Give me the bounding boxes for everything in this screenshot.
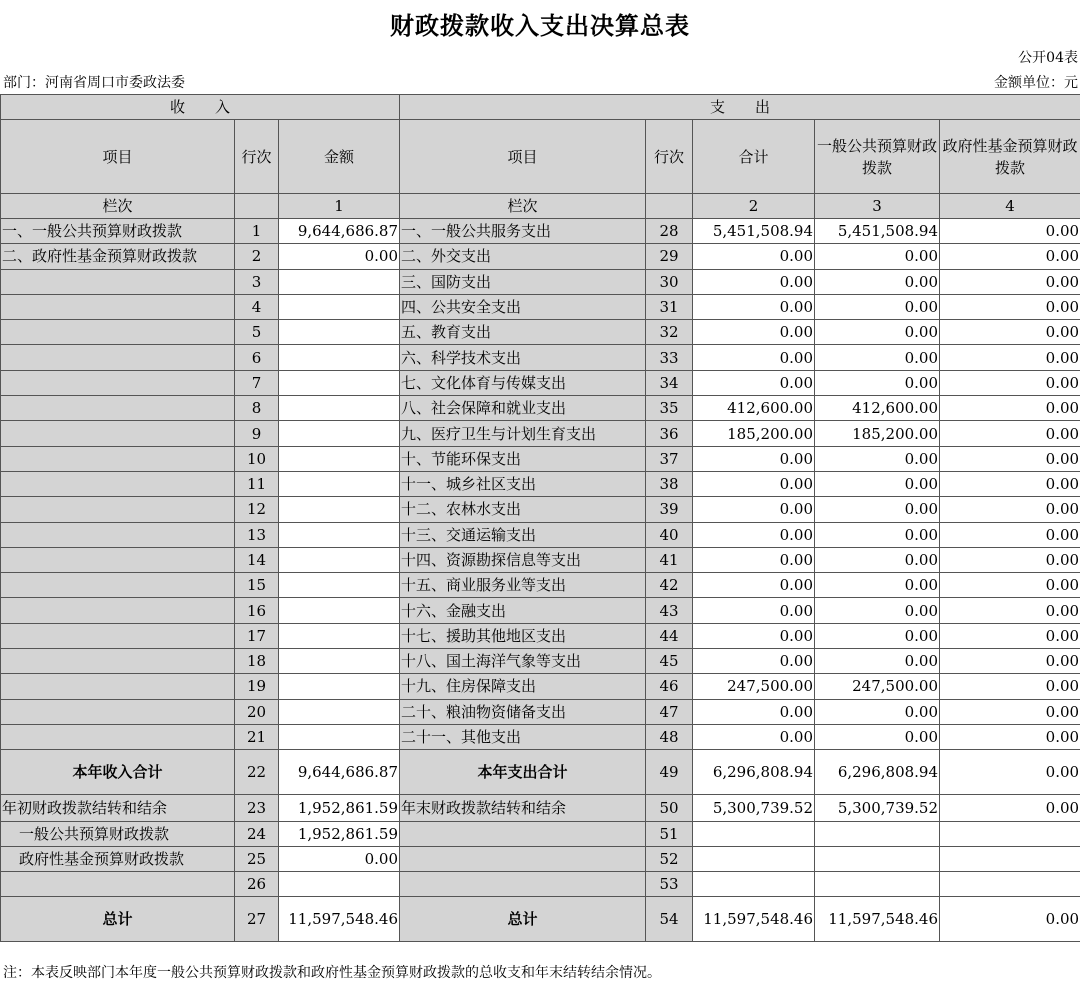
expense-row-no-cell: 29	[646, 244, 693, 269]
income-amount-cell	[279, 471, 400, 496]
income-item-cell	[1, 649, 235, 674]
income-amount-cell: 0.00	[279, 244, 400, 269]
income-item-cell	[1, 345, 235, 370]
expense-row-no-cell: 49	[646, 750, 693, 795]
expense-row-no-cell: 52	[646, 847, 693, 872]
income-row-no-cell: 3	[235, 269, 279, 294]
general-budget-cell: 0.00	[815, 320, 940, 345]
expense-total-cell: 0.00	[693, 699, 815, 724]
income-row-no-cell: 15	[235, 573, 279, 598]
expense-total-cell: 0.00	[693, 573, 815, 598]
income-item-cell: 一、一般公共预算财政拨款	[1, 219, 235, 244]
expense-item-cell: 五、教育支出	[400, 320, 646, 345]
grand-total-expense-label: 总计	[400, 897, 646, 942]
table-row	[1, 872, 1080, 897]
expense-item-cell: 八、社会保障和就业支出	[400, 396, 646, 421]
carryover-end-general: 5,300,739.52	[815, 795, 940, 822]
expense-item-cell: 九、医疗卫生与计划生育支出	[400, 421, 646, 446]
income-row-no-cell: 5	[235, 320, 279, 345]
income-row-no-cell: 16	[235, 598, 279, 623]
income-amount-cell: 9,644,686.87	[279, 219, 400, 244]
carryover-end-total: 5,300,739.52	[693, 795, 815, 822]
income-item-cell	[1, 573, 235, 598]
fund-budget-cell: 0.00	[940, 244, 1080, 269]
general-budget-cell: 5,451,508.94	[815, 219, 940, 244]
income-amount-cell	[279, 522, 400, 547]
income-row-no-cell: 26	[235, 872, 279, 897]
income-item-cell	[1, 623, 235, 648]
income-row-no-cell: 10	[235, 446, 279, 471]
general-budget-cell: 0.00	[815, 623, 940, 648]
general-budget-header: 一般公共预算财政拨款	[815, 120, 940, 194]
unit-label: 金额单位：元	[994, 75, 1078, 91]
expense-item-cell: 十五、商业服务业等支出	[400, 573, 646, 598]
expense-row-no-cell: 42	[646, 573, 693, 598]
year-fund-budget-total: 0.00	[940, 750, 1080, 795]
income-item-cell	[1, 269, 235, 294]
table-row	[1, 674, 1080, 699]
expense-total-cell: 5,451,508.94	[693, 219, 815, 244]
expense-item-cell	[400, 872, 646, 897]
year-expense-total: 6,296,808.94	[693, 750, 815, 795]
general-budget-cell: 247,500.00	[815, 674, 940, 699]
income-amount-cell	[279, 674, 400, 699]
income-amount-cell	[279, 370, 400, 395]
carryover-general-label: 一般公共预算财政拨款	[1, 822, 235, 847]
sheet-code: 公开04表	[1018, 50, 1078, 66]
fund-budget-cell: 0.00	[940, 370, 1080, 395]
expense-row-no-cell: 38	[646, 471, 693, 496]
fund-budget-cell: 0.00	[940, 471, 1080, 496]
table-row	[1, 547, 1080, 572]
income-col-no-blank	[235, 194, 279, 219]
fund-budget-cell: 0.00	[940, 294, 1080, 319]
expense-row-no-cell: 44	[646, 623, 693, 648]
income-item-cell	[1, 699, 235, 724]
expense-total-cell: 0.00	[693, 269, 815, 294]
income-amount-cell	[279, 320, 400, 345]
general-budget-cell: 0.00	[815, 598, 940, 623]
income-row-no-cell: 7	[235, 370, 279, 395]
income-item-cell	[1, 547, 235, 572]
expense-item-cell: 十一、城乡社区支出	[400, 471, 646, 496]
expense-total-cell: 0.00	[693, 471, 815, 496]
fund-budget-cell: 0.00	[940, 598, 1080, 623]
income-item-cell: 二、政府性基金预算财政拨款	[1, 244, 235, 269]
table-row	[1, 421, 1080, 446]
fund-budget-cell: 0.00	[940, 649, 1080, 674]
general-budget-cell: 0.00	[815, 724, 940, 749]
income-item-header: 项目	[1, 120, 235, 194]
fund-budget-cell	[940, 872, 1080, 897]
carryover-general-amount: 1,952,861.59	[279, 822, 400, 847]
table-row	[1, 822, 1080, 847]
expense-total-cell: 0.00	[693, 294, 815, 319]
expense-row-no-cell: 48	[646, 724, 693, 749]
table-row	[1, 269, 1080, 294]
expense-total-cell: 0.00	[693, 244, 815, 269]
fund-budget-cell: 0.00	[940, 522, 1080, 547]
grand-total-income-amount: 11,597,548.46	[279, 897, 400, 942]
carryover-start-label: 年初财政拨款结转和结余	[1, 795, 235, 822]
expense-item-cell: 四、公共安全支出	[400, 294, 646, 319]
income-amount-cell	[279, 872, 400, 897]
income-col-label: 栏次	[1, 194, 235, 219]
general-budget-cell: 0.00	[815, 573, 940, 598]
expense-row-no-cell: 34	[646, 370, 693, 395]
general-budget-cell: 0.00	[815, 699, 940, 724]
expense-total-cell: 0.00	[693, 598, 815, 623]
expense-row-no-cell: 31	[646, 294, 693, 319]
income-row-no-cell: 18	[235, 649, 279, 674]
income-amount-cell	[279, 573, 400, 598]
fund-budget-cell: 0.00	[940, 320, 1080, 345]
fiscal-summary-table	[0, 94, 1080, 942]
income-amount-cell	[279, 446, 400, 471]
expense-item-cell: 六、科学技术支出	[400, 345, 646, 370]
expense-total-cell: 185,200.00	[693, 421, 815, 446]
table-row	[1, 897, 1080, 942]
income-amount-cell	[279, 396, 400, 421]
table-row	[1, 598, 1080, 623]
income-amount-cell	[279, 547, 400, 572]
footnote: 注：本表反映部门本年度一般公共预算财政拨款和政府性基金预算财政拨款的总收支和年末结转结余情况。	[3, 965, 661, 981]
table-row	[1, 294, 1080, 319]
carryover-start-amount: 1,952,861.59	[279, 795, 400, 822]
expense-col-3: 3	[815, 194, 940, 219]
expense-row-no-cell: 46	[646, 674, 693, 699]
grand-total-general: 11,597,548.46	[815, 897, 940, 942]
expense-row-no-cell: 32	[646, 320, 693, 345]
expense-total-cell	[693, 822, 815, 847]
expense-total-cell	[693, 872, 815, 897]
income-row-no-cell: 23	[235, 795, 279, 822]
fund-budget-cell: 0.00	[940, 345, 1080, 370]
table-row	[1, 219, 1080, 244]
general-budget-cell: 0.00	[815, 446, 940, 471]
income-row-no-cell: 25	[235, 847, 279, 872]
general-budget-cell: 0.00	[815, 497, 940, 522]
income-row-no-cell: 14	[235, 547, 279, 572]
general-budget-cell: 0.00	[815, 547, 940, 572]
table-row	[1, 471, 1080, 496]
income-item-cell	[1, 320, 235, 345]
income-amount-cell	[279, 421, 400, 446]
expense-row-no-cell: 40	[646, 522, 693, 547]
general-budget-cell: 412,600.00	[815, 396, 940, 421]
expense-total-cell: 0.00	[693, 345, 815, 370]
fund-budget-cell: 0.00	[940, 674, 1080, 699]
table-row	[1, 623, 1080, 648]
income-amount-cell	[279, 269, 400, 294]
income-amount-cell	[279, 294, 400, 319]
table-row	[1, 446, 1080, 471]
income-item-cell	[1, 370, 235, 395]
expense-item-cell: 二十、粮油物资储备支出	[400, 699, 646, 724]
expense-row-no-cell: 39	[646, 497, 693, 522]
fund-budget-cell: 0.00	[940, 446, 1080, 471]
income-amount-cell	[279, 724, 400, 749]
income-item-cell	[1, 598, 235, 623]
expense-row-no-header: 行次	[646, 120, 693, 194]
expense-row-no-cell: 28	[646, 219, 693, 244]
income-amount-cell	[279, 699, 400, 724]
table-row	[1, 345, 1080, 370]
income-amount-cell	[279, 345, 400, 370]
carryover-fund-label: 政府性基金预算财政拨款	[1, 847, 235, 872]
table-row	[1, 847, 1080, 872]
fund-budget-cell: 0.00	[940, 573, 1080, 598]
year-income-total-label: 本年收入合计	[1, 750, 235, 795]
expense-total-cell: 0.00	[693, 522, 815, 547]
income-row-no-cell: 9	[235, 421, 279, 446]
income-item-cell	[1, 522, 235, 547]
fund-budget-cell: 0.00	[940, 547, 1080, 572]
expense-col-label: 栏次	[400, 194, 646, 219]
income-row-no-cell: 8	[235, 396, 279, 421]
income-amount-cell	[279, 497, 400, 522]
income-amount-cell	[279, 598, 400, 623]
general-budget-cell: 185,200.00	[815, 421, 940, 446]
general-budget-cell	[815, 822, 940, 847]
year-income-total-amount: 9,644,686.87	[279, 750, 400, 795]
income-row-no-cell: 17	[235, 623, 279, 648]
general-budget-cell: 0.00	[815, 471, 940, 496]
expense-row-no-cell: 30	[646, 269, 693, 294]
expense-item-cell: 十六、金融支出	[400, 598, 646, 623]
income-row-no-cell: 24	[235, 822, 279, 847]
fund-budget-cell: 0.00	[940, 421, 1080, 446]
expense-row-no-cell: 53	[646, 872, 693, 897]
expense-row-no-cell: 45	[646, 649, 693, 674]
grand-total-expense: 11,597,548.46	[693, 897, 815, 942]
expense-col-4: 4	[940, 194, 1080, 219]
table-row	[1, 244, 1080, 269]
income-row-no-cell: 21	[235, 724, 279, 749]
carryover-end-label: 年末财政拨款结转和结余	[400, 795, 646, 822]
income-row-no-cell: 22	[235, 750, 279, 795]
income-item-cell	[1, 724, 235, 749]
expense-total-cell: 0.00	[693, 497, 815, 522]
fund-budget-cell	[940, 822, 1080, 847]
income-row-no-cell: 20	[235, 699, 279, 724]
income-item-cell	[1, 872, 235, 897]
income-item-cell	[1, 497, 235, 522]
fund-budget-header: 政府性基金预算财政拨款	[940, 120, 1080, 194]
year-general-budget-total: 6,296,808.94	[815, 750, 940, 795]
expense-row-no-cell: 35	[646, 396, 693, 421]
expense-item-cell: 一、一般公共服务支出	[400, 219, 646, 244]
expense-total-cell: 0.00	[693, 724, 815, 749]
table-row	[1, 724, 1080, 749]
expense-item-cell: 十、节能环保支出	[400, 446, 646, 471]
income-item-cell	[1, 421, 235, 446]
income-item-cell	[1, 396, 235, 421]
income-item-cell	[1, 471, 235, 496]
carryover-fund-amount: 0.00	[279, 847, 400, 872]
expense-total-cell: 0.00	[693, 547, 815, 572]
general-budget-cell: 0.00	[815, 370, 940, 395]
income-row-no-cell: 12	[235, 497, 279, 522]
income-col-1: 1	[279, 194, 400, 219]
expense-row-no-cell: 50	[646, 795, 693, 822]
table-row	[1, 649, 1080, 674]
expense-total-cell	[693, 847, 815, 872]
income-row-no-cell: 19	[235, 674, 279, 699]
table-row	[1, 497, 1080, 522]
general-budget-cell: 0.00	[815, 522, 940, 547]
page-title: 财政拨款收入支出决算总表	[390, 11, 690, 40]
income-row-no-cell: 13	[235, 522, 279, 547]
income-row-no-cell: 2	[235, 244, 279, 269]
income-header: 收 入	[1, 95, 400, 120]
expense-total-header: 合计	[693, 120, 815, 194]
department-label: 部门：河南省周口市委政法委	[3, 75, 185, 91]
table-row	[1, 699, 1080, 724]
expense-item-cell: 十七、援助其他地区支出	[400, 623, 646, 648]
table-row	[1, 320, 1080, 345]
expense-item-cell: 十九、住房保障支出	[400, 674, 646, 699]
expense-item-cell: 三、国防支出	[400, 269, 646, 294]
expense-total-cell: 412,600.00	[693, 396, 815, 421]
income-item-cell	[1, 294, 235, 319]
carryover-end-fund: 0.00	[940, 795, 1080, 822]
expense-row-no-cell: 51	[646, 822, 693, 847]
income-row-no-cell: 11	[235, 471, 279, 496]
income-row-no-cell: 6	[235, 345, 279, 370]
expense-col-2: 2	[693, 194, 815, 219]
expense-item-header: 项目	[400, 120, 646, 194]
expense-item-cell	[400, 847, 646, 872]
income-item-cell	[1, 674, 235, 699]
fund-budget-cell: 0.00	[940, 396, 1080, 421]
income-row-no-cell: 4	[235, 294, 279, 319]
expense-item-cell	[400, 822, 646, 847]
expense-total-cell: 0.00	[693, 320, 815, 345]
fund-budget-cell: 0.00	[940, 219, 1080, 244]
table-row	[1, 370, 1080, 395]
income-row-no-header: 行次	[235, 120, 279, 194]
expense-total-cell: 0.00	[693, 446, 815, 471]
fund-budget-cell	[940, 847, 1080, 872]
fund-budget-cell: 0.00	[940, 269, 1080, 294]
grand-total-income-label: 总计	[1, 897, 235, 942]
expense-row-no-cell: 36	[646, 421, 693, 446]
expense-row-no-cell: 33	[646, 345, 693, 370]
expense-total-cell: 0.00	[693, 623, 815, 648]
table-row	[1, 750, 1080, 795]
expense-header: 支 出	[400, 95, 1080, 120]
expense-col-no-blank	[646, 194, 693, 219]
expense-row-no-cell: 47	[646, 699, 693, 724]
expense-item-cell: 十三、交通运输支出	[400, 522, 646, 547]
fund-budget-cell: 0.00	[940, 724, 1080, 749]
expense-item-cell: 十四、资源勘探信息等支出	[400, 547, 646, 572]
expense-total-cell: 0.00	[693, 370, 815, 395]
expense-row-no-cell: 54	[646, 897, 693, 942]
expense-row-no-cell: 37	[646, 446, 693, 471]
year-expense-total-label: 本年支出合计	[400, 750, 646, 795]
table-row	[1, 396, 1080, 421]
general-budget-cell	[815, 847, 940, 872]
grand-total-fund: 0.00	[940, 897, 1080, 942]
fund-budget-cell: 0.00	[940, 699, 1080, 724]
table-row	[1, 795, 1080, 822]
expense-item-cell: 二、外交支出	[400, 244, 646, 269]
general-budget-cell: 0.00	[815, 345, 940, 370]
income-row-no-cell: 27	[235, 897, 279, 942]
income-item-cell	[1, 446, 235, 471]
table-row	[1, 522, 1080, 547]
expense-total-cell: 0.00	[693, 649, 815, 674]
expense-row-no-cell: 43	[646, 598, 693, 623]
general-budget-cell: 0.00	[815, 269, 940, 294]
table-row	[1, 573, 1080, 598]
general-budget-cell: 0.00	[815, 294, 940, 319]
expense-total-cell: 247,500.00	[693, 674, 815, 699]
expense-item-cell: 十二、农林水支出	[400, 497, 646, 522]
fund-budget-cell: 0.00	[940, 623, 1080, 648]
expense-row-no-cell: 41	[646, 547, 693, 572]
expense-item-cell: 七、文化体育与传媒支出	[400, 370, 646, 395]
expense-item-cell: 二十一、其他支出	[400, 724, 646, 749]
income-row-no-cell: 1	[235, 219, 279, 244]
general-budget-cell	[815, 872, 940, 897]
income-amount-header: 金额	[279, 120, 400, 194]
income-amount-cell	[279, 649, 400, 674]
fund-budget-cell: 0.00	[940, 497, 1080, 522]
general-budget-cell: 0.00	[815, 649, 940, 674]
income-amount-cell	[279, 623, 400, 648]
general-budget-cell: 0.00	[815, 244, 940, 269]
expense-item-cell: 十八、国土海洋气象等支出	[400, 649, 646, 674]
